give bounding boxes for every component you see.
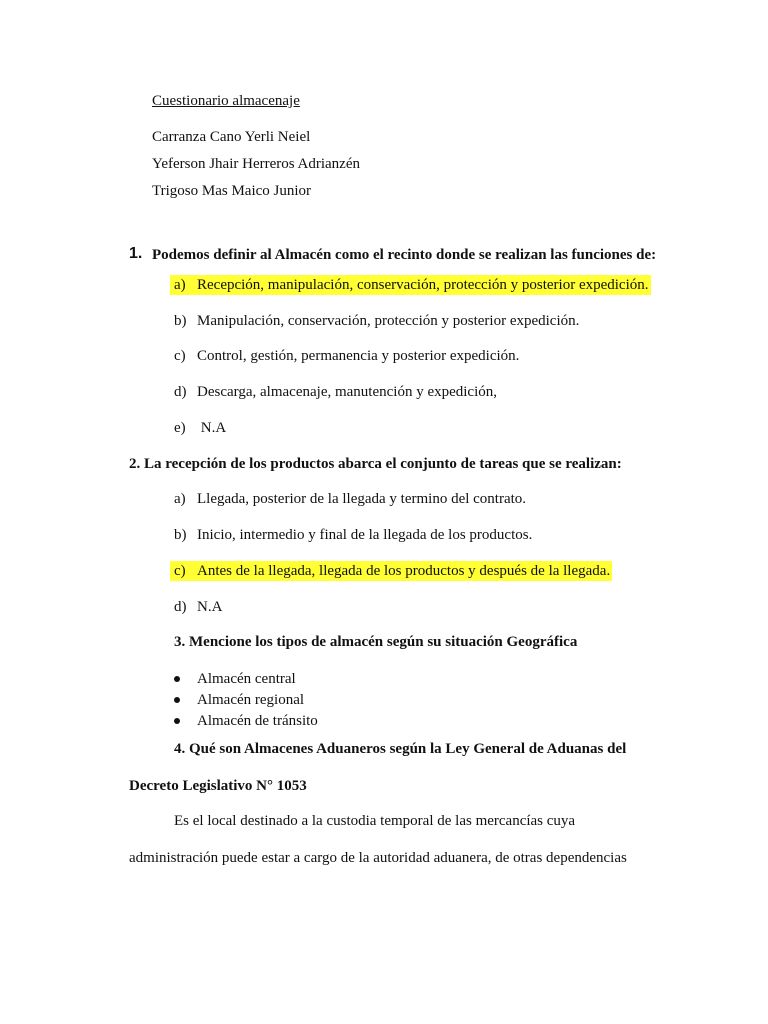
option-letter: c) <box>174 348 186 364</box>
author-1: Carranza Cano Yerli Neiel <box>152 129 311 145</box>
option-letter: c) <box>174 563 186 579</box>
option-letter: b) <box>174 527 187 543</box>
question-3-text: 3. Mencione los tipos de almacén según su situación Geográfica <box>174 634 578 650</box>
bullet-icon <box>174 718 180 724</box>
option-text: Antes de la llegada, llegada de los productos y después de la llegada. <box>197 563 611 579</box>
option-letter: e) <box>174 420 186 436</box>
option-text: Llegada, posterior de la llegada y termino del contrato. <box>197 491 527 507</box>
document-title: Cuestionario almacenaje <box>152 93 300 109</box>
option-text: Descarga, almacenaje, manutención y expedición, <box>197 384 498 400</box>
option-letter: d) <box>174 599 187 615</box>
author-2: Yeferson Jhair Herreros Adrianzén <box>152 156 360 172</box>
question-4-line-1: 4. Qué son Almacenes Aduaneros según la Ley General de Aduanas del <box>174 741 627 757</box>
bullet-icon <box>174 697 180 703</box>
option-text: Control, gestión, permanencia y posterior expedición. <box>197 348 520 364</box>
question-4-answer-line-2: administración puede estar a cargo de la autoridad aduanera, de otras dependencias <box>129 850 627 866</box>
author-3: Trigoso Mas Maico Junior <box>152 183 312 199</box>
q1-option-d <box>0 383 768 403</box>
q3-bullet-item <box>0 670 768 690</box>
option-letter: d) <box>174 384 187 400</box>
bullet-text: Almacén de tránsito <box>197 713 318 729</box>
question-4-answer-line-1: Es el local destinado a la custodia temporal de las mercancías cuya <box>174 813 576 829</box>
question-1-text: Podemos definir al Almacén como el recinto donde se realizan las funciones de: <box>152 247 657 263</box>
option-letter: b) <box>174 313 187 329</box>
option-text: Inicio, intermedio y final de la llegada de los productos. <box>197 527 533 543</box>
q3-bullet-item <box>0 712 768 732</box>
option-letter: a) <box>174 277 186 293</box>
option-letter: a) <box>174 491 186 507</box>
bullet-text: Almacén regional <box>197 692 305 708</box>
question-1-number: 1. <box>129 245 143 262</box>
q1-option-a <box>0 276 768 296</box>
option-text: Manipulación, conservación, protección y posterior expedición. <box>197 313 580 329</box>
q2-option-b <box>0 526 768 546</box>
option-text: Recepción, manipulación, conservación, protección y posterior expedición. <box>197 277 649 293</box>
bullet-icon <box>174 676 180 682</box>
bullet-text: Almacén central <box>197 671 296 687</box>
q3-bullet-item <box>0 691 768 711</box>
q2-option-d <box>0 598 768 618</box>
q1-option-e <box>0 419 768 439</box>
q2-option-c <box>0 562 768 582</box>
question-4-line-2: Decreto Legislativo N° 1053 <box>129 778 307 794</box>
question-2-text: 2. La recepción de los productos abarca el conjunto de tareas que se realizan: <box>129 456 622 472</box>
q1-option-b <box>0 312 768 332</box>
option-text: N.A <box>197 420 227 436</box>
option-text: N.A <box>197 599 223 615</box>
q1-option-c <box>0 347 768 367</box>
q2-option-a <box>0 490 768 510</box>
